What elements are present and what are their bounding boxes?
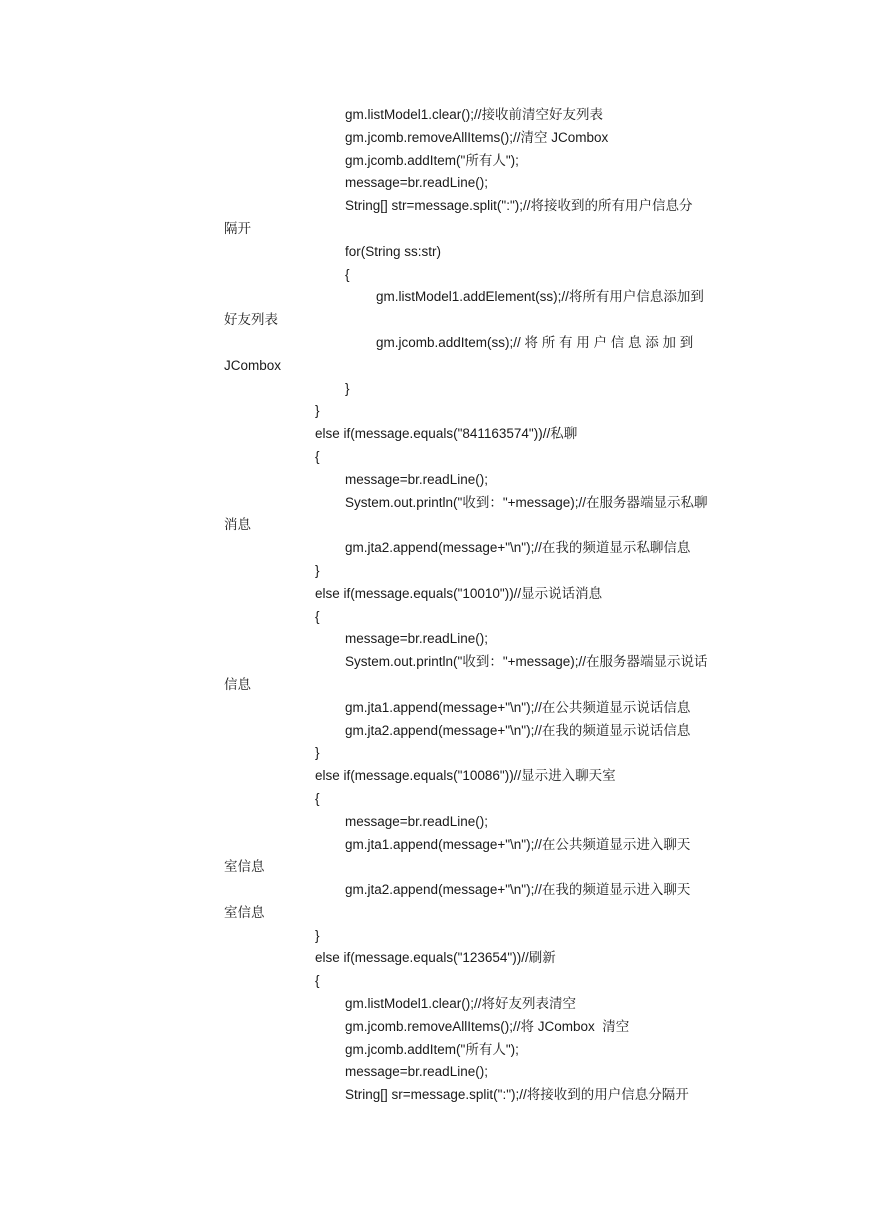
code-line: String[] sr=message.split(":");//将接收到的用户信息分隔开 (345, 1087, 689, 1103)
code-line: } (345, 380, 350, 396)
code-line: gm.jta1.append(message+"\n");//在公共频道显示进入聊天 (345, 836, 691, 852)
code-line: message=br.readLine(); (345, 813, 488, 829)
code-line: gm.jcomb.removeAllItems();//将 JCombox 清空 (345, 1018, 630, 1034)
code-line: gm.jcomb.removeAllItems();//清空 JCombox (345, 129, 609, 145)
code-line: for(String ss:str) (345, 243, 442, 259)
code-line: gm.listModel1.clear();//接收前清空好友列表 (345, 107, 604, 122)
code-line-wrap: 消息 (224, 517, 251, 533)
code-line: message=br.readLine(); (345, 471, 488, 487)
code-line: { (315, 448, 320, 464)
code-line: gm.jcomb.addItem(ss);// 将 所 有 用 户 信 息 添 加 到 (376, 334, 694, 350)
code-line: gm.jta1.append(message+"\n");//在公共频道显示说话信息 (345, 699, 691, 715)
code-line: System.out.println("收到："+message);//在服务器端显示私聊 (345, 494, 708, 510)
code-line: } (315, 745, 320, 761)
code-line: message=br.readLine(); (345, 1064, 488, 1080)
code-line: gm.jcomb.addItem("所有人"); (345, 1041, 519, 1057)
code-line: message=br.readLine(); (345, 631, 488, 647)
code-line: } (315, 927, 320, 943)
code-line-wrap: 信息 (224, 676, 251, 692)
code-line: gm.jta2.append(message+"\n");//在我的频道显示私聊信息 (345, 540, 691, 556)
code-line-wrap: 室信息 (224, 859, 265, 875)
code-line: gm.jta2.append(message+"\n");//在我的频道显示进入聊天 (345, 882, 691, 898)
code-line-wrap: 隔开 (224, 220, 251, 236)
code-line: gm.listModel1.addElement(ss);//将所有用户信息添加到 (376, 289, 704, 305)
code-line: else if(message.equals("123654"))//刷新 (315, 950, 556, 966)
code-line-wrap: JCombox (224, 357, 282, 373)
code-line: { (315, 608, 320, 624)
code-line: message=br.readLine(); (345, 175, 488, 191)
code-line: { (315, 973, 320, 989)
code-line: System.out.println("收到："+message);//在服务器端显示说话 (345, 654, 708, 670)
code-line: else if(message.equals("10010"))//显示说话消息 (315, 585, 603, 601)
code-line: { (315, 790, 320, 806)
code-line: else if(message.equals("10086"))//显示进入聊天室 (315, 768, 616, 784)
code-line: gm.jcomb.addItem("所有人"); (345, 152, 519, 168)
code-line: String[] str=message.split(":");//将接收到的所有用户信息分 (345, 198, 693, 214)
code-document (0, 104, 869, 1107)
code-line: gm.jta2.append(message+"\n");//在我的频道显示说话信息 (345, 722, 691, 738)
code-line: } (315, 403, 320, 419)
code-line: { (345, 266, 350, 282)
code-line-wrap: 室信息 (224, 904, 265, 920)
code-line: gm.listModel1.clear();//将好友列表清空 (345, 996, 577, 1012)
code-line: } (315, 562, 320, 578)
code-line: else if(message.equals("841163574"))//私聊 (315, 426, 578, 442)
code-line-wrap: 好友列表 (224, 312, 278, 328)
